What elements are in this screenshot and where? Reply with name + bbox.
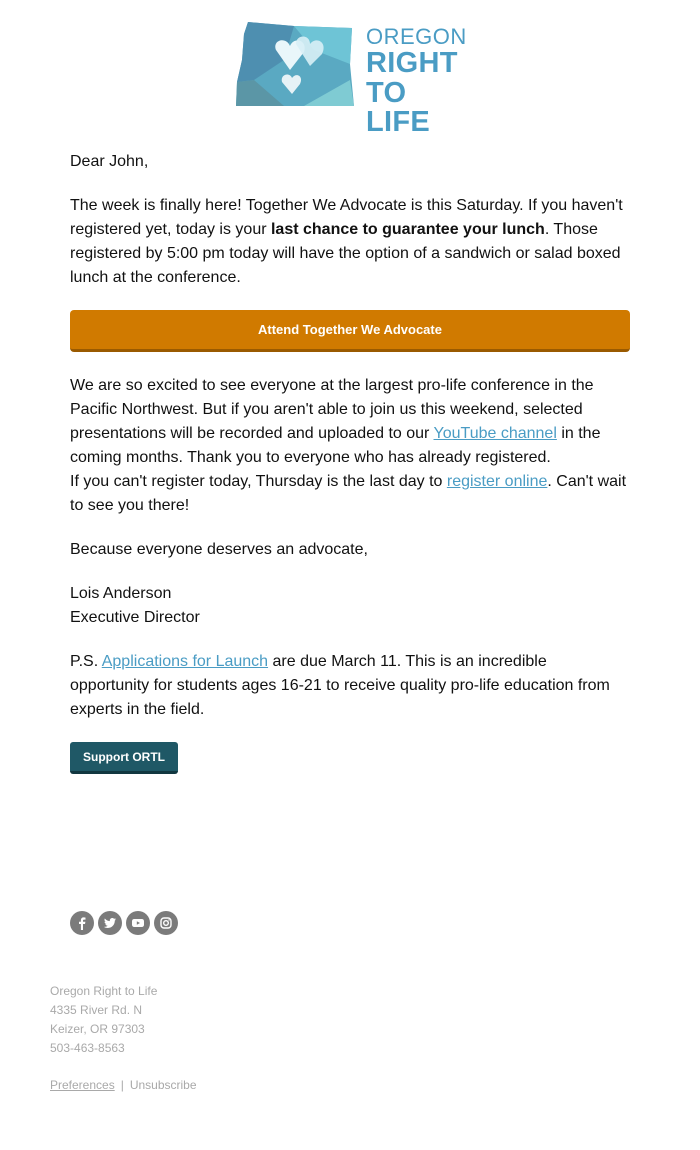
logo-wordmark [366,22,474,137]
footer-address-line2: Keizer, OR 97303 [50,1022,145,1036]
footer-address-line1: 4335 River Rd. N [50,1003,143,1017]
support-ortl-button[interactable]: Support ORTL [70,742,178,774]
logo-line-oregon: OREGON [366,24,467,49]
paragraph-conference-text-a: We are so excited to see everyone at the largest pro-life conference in the Pacific Northwest. But if you aren't able to join us this weekend, selected presentations will be recorded and uploaded to our [70,377,594,442]
signer-title: Executive Director [70,609,200,626]
unsubscribe-link[interactable]: Unsubscribe [129,1078,197,1092]
logo-line-right: RIGHT [366,47,458,79]
footer-phone: 503-463-8563 [50,1041,125,1055]
instagram-icon[interactable] [154,911,178,935]
facebook-icon[interactable] [70,911,94,935]
register-online-link[interactable]: register online [446,473,548,490]
youtube-channel-link[interactable]: YouTube channel [433,425,557,442]
greeting: Dear John, [70,153,149,170]
ortl-logo[interactable] [234,20,474,138]
paragraph-conference [70,374,630,518]
footer-separator: | [120,1078,124,1092]
signature [70,582,630,630]
postscript [70,650,630,722]
email-body [70,150,630,774]
postscript-text: are due March 11. This is an incredible opportunity for students ages 16-21 to receive quality pro-life education from experts in the field. [70,653,610,718]
paragraph-lunch-bold: last chance to guarantee your lunch [270,221,545,238]
preferences-link[interactable]: Preferences [50,1078,115,1092]
attend-button[interactable]: Attend Together We Advocate [70,310,630,352]
social-links [70,911,178,935]
signer-name: Lois Anderson [70,585,172,602]
paragraph-conference-text-c: If you can't register today, Thursday is the last day to [70,473,447,490]
paragraph-conference-text-d: . Can't wait to see you there! [70,473,627,514]
youtube-icon[interactable] [126,911,150,935]
applications-for-launch-link[interactable]: Applications for Launch [101,653,269,670]
paragraph-lunch-text-a: The week is finally here! Together We Advocate is this Saturday. If you haven't registered yet, today is your [70,197,623,238]
postscript-prefix: P.S. [70,653,102,670]
paragraph-conference-text-b: in the coming months. Thank you to everyone who has already registered. [70,425,601,466]
paragraph-lunch-text-b: . Those registered by 5:00 pm today will have the option of a sandwich or salad boxed lunch at the conference. [70,221,621,286]
closing-line: Because everyone deserves an advocate, [70,541,368,558]
paragraph-lunch [70,194,630,290]
footer-org: Oregon Right to Life [50,984,158,998]
logo-line-to-life: TO LIFE [366,77,431,138]
footer-links [50,1076,197,1095]
twitter-icon[interactable] [98,911,122,935]
email-footer [50,982,197,1095]
oregon-hearts-hands-logo-icon [234,20,362,110]
